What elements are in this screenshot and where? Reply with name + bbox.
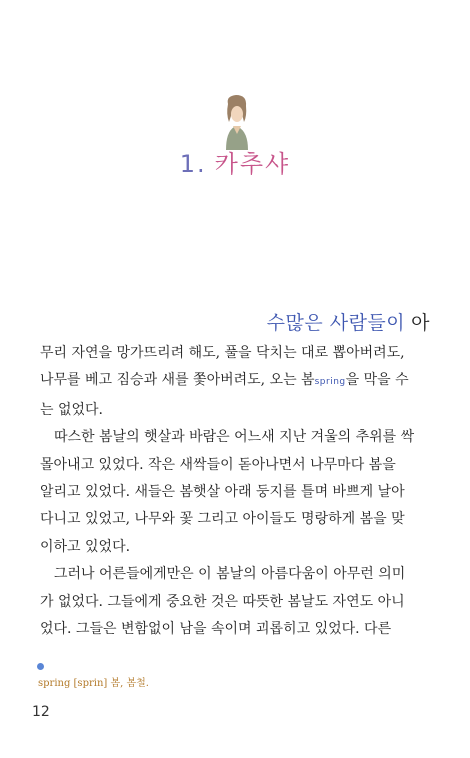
paragraph-line: 가 없었다. 그들에게 중요한 것은 따뜻한 봄날도 자연도 아니 bbox=[40, 593, 405, 610]
opening-rest: 아 bbox=[411, 312, 430, 334]
paragraph-line: 었다. 그들은 변함없이 남을 속이며 괴롭히고 있었다. 다른 bbox=[40, 621, 392, 638]
paragraph-line: 무리 자연을 망가뜨리려 해도, 풀을 닥치는 대로 뽑아버려도, bbox=[40, 345, 405, 361]
paragraph-line: 다니고 있었고, 나무와 꽃 그리고 아이들도 명랑하게 봄을 맞 bbox=[40, 511, 405, 528]
chapter-number: 1. bbox=[179, 150, 207, 178]
paragraph-line: 는 없었다. bbox=[40, 401, 103, 418]
chapter-title bbox=[0, 144, 470, 179]
paragraph-line: 그러나 어른들에게만은 이 봄날의 아름다움이 아무런 의미 bbox=[54, 566, 406, 583]
chapter-name: 카추샤 bbox=[214, 150, 291, 178]
text-segment: 을 막을 수 bbox=[345, 372, 409, 389]
opening-highlight: 수많은 사람들이 bbox=[266, 312, 406, 334]
paragraph-line: 몰아내고 있었다. 작은 새싹들이 돋아나면서 나무마다 봄을 bbox=[40, 456, 396, 473]
girl-portrait-illustration bbox=[214, 92, 258, 150]
paragraph-line: 이하고 있었다. bbox=[40, 538, 131, 555]
body-text bbox=[40, 340, 436, 643]
opening-line bbox=[267, 308, 430, 335]
paragraph-line bbox=[40, 367, 436, 396]
page-number: 12 bbox=[32, 704, 50, 720]
footnote: spring [sprin] 봄, 봄철. bbox=[38, 678, 149, 689]
footnote-bullet-icon bbox=[37, 663, 44, 670]
text-segment: 나무를 베고 짐승과 새를 쫓아버려도, 오는 봄 bbox=[40, 372, 315, 389]
english-gloss: spring bbox=[314, 377, 346, 388]
paragraph-line: 알리고 있었다. 새들은 봄햇살 아래 둥지를 틀며 바쁘게 날아 bbox=[40, 484, 405, 501]
paragraph-line: 따스한 봄날의 햇살과 바람은 어느새 지난 겨울의 추위를 싹 bbox=[54, 429, 415, 446]
